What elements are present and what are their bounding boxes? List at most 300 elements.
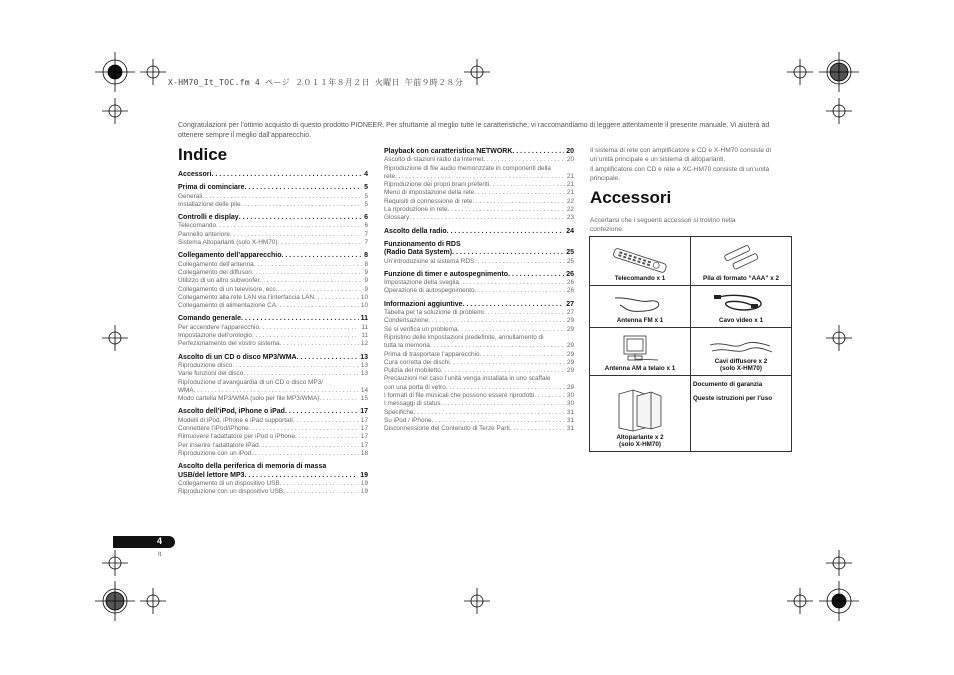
toc-entry-label: Pannello anteriore (178, 230, 230, 238)
crop-target-icon (102, 325, 128, 351)
leader-dots (319, 395, 359, 403)
leader-dots (245, 472, 359, 480)
toc-entry[interactable] (384, 258, 574, 266)
toc-entry-label: Ascolto di stazioni radio da Internet (384, 156, 484, 164)
leader-dots (230, 231, 363, 239)
toc-entry[interactable] (384, 392, 574, 400)
toc-page-number: 7 (364, 230, 368, 238)
toc-entry[interactable] (384, 400, 574, 408)
toc-section-label: Ascolto della radio (384, 227, 447, 235)
leader-dots (280, 480, 359, 488)
crop-target-icon (102, 550, 128, 576)
accessory-speaker-cables (691, 328, 792, 376)
accessori-title: Accessori (590, 188, 672, 207)
toc-page-number: 11 (360, 315, 368, 323)
toc-page-number: 29 (566, 317, 574, 325)
toc-page-number: 29 (566, 383, 574, 391)
toc-entry-label: Rimuovere l’adattatore per iPod o iPhone (178, 433, 295, 441)
leader-dots (277, 286, 362, 294)
toc-entry[interactable] (178, 387, 368, 395)
toc-entry-label: Collegamento dell’antenna (178, 260, 254, 268)
toc-section-label: Playback con caratteristica NETWORK (384, 148, 513, 155)
toc-page-number: 9 (364, 268, 368, 276)
toc-entry[interactable] (178, 450, 368, 458)
toc-entry-label: Su iPod / iPhone (384, 416, 432, 424)
accessory-speakers-label-1: Altoparlante x 2 (616, 434, 664, 441)
toc-section[interactable] (178, 184, 368, 192)
toc-page-number: 23 (566, 214, 574, 222)
leader-dots (475, 287, 565, 295)
toc-entry[interactable] (384, 359, 574, 367)
toc-entry[interactable] (178, 370, 368, 378)
toc-entry-label: Prima di trasportare l’apparecchio (384, 350, 480, 358)
crop-target-icon (140, 588, 166, 614)
accessory-batteries (691, 237, 792, 286)
video-cable-icon (711, 291, 771, 315)
leader-dots (277, 239, 362, 247)
toc-page-number: 31 (566, 408, 574, 416)
toc-page-number: 12 (360, 340, 368, 348)
toc-entry-label: Generali (178, 192, 203, 200)
toc-page-number: 25 (566, 257, 574, 265)
toc-entry[interactable] (384, 214, 574, 222)
toc-section[interactable] (384, 249, 574, 257)
toc-entry[interactable] (178, 480, 368, 488)
toc-column-2 (384, 148, 574, 434)
toc-entry[interactable] (384, 326, 574, 334)
leader-dots (249, 425, 359, 433)
leader-dots (211, 171, 362, 179)
toc-entry-line: Ripristino delle impostazioni predefinite, annullamento di (384, 333, 544, 341)
toc-section-label: Funzione di timer e autospegnimento (384, 270, 509, 278)
toc-section-label: Ascolto dell’iPod, iPhone o iPad (178, 408, 285, 416)
accessory-am-label: Antenna AM a telaio x 1 (604, 365, 676, 372)
toc-entry[interactable] (384, 384, 574, 392)
toc-page-number: 10 (360, 302, 368, 310)
leader-dots (508, 271, 564, 279)
toc-section-label: Collegamento dell’apparecchio (178, 252, 282, 260)
toc-page-number: 26 (566, 279, 574, 287)
toc-entry-label: Modelli di iPod, iPhone e iPad supportati (178, 416, 293, 424)
toc-page-number: 9 (364, 285, 368, 293)
toc-page-number: 17 (360, 425, 368, 433)
leader-dots (484, 309, 565, 317)
leader-dots (463, 301, 565, 309)
leader-dots (458, 326, 565, 334)
toc-entry-label: Riproduzione con un iPod (178, 449, 252, 457)
toc-page-number: 13 (360, 361, 368, 369)
accessory-remote (590, 237, 691, 286)
toc-entry[interactable] (178, 433, 368, 441)
toc-page-number: 29 (566, 350, 574, 358)
toc-entry-label: Cura corretta dei dischi (384, 358, 450, 366)
toc-entry-label: Riproduzione dei propri brani preferiti (384, 181, 490, 189)
toc-entry-line: Precauzioni nel caso l’unità venga installata in uno scaffale (384, 375, 551, 383)
toc-page-number: 22 (566, 206, 574, 214)
crop-mark-icon (819, 581, 859, 621)
leader-dots (452, 249, 564, 257)
crop-target-icon (140, 59, 166, 85)
leader-dots (414, 409, 565, 417)
crop-mark-icon (95, 581, 135, 621)
leader-dots (489, 181, 565, 189)
fm-antenna-icon (610, 293, 670, 315)
toc-entry-label: Installazione delle pile (178, 200, 241, 208)
toc-entry[interactable] (384, 367, 574, 375)
leader-dots (480, 351, 565, 359)
toc-entry-line: Riproduzione di file audio memorizzate in componenti della (384, 164, 551, 172)
toc-page-number: 6 (364, 214, 368, 222)
leader-dots (243, 370, 359, 378)
leader-dots (252, 332, 359, 340)
toc-section[interactable] (178, 472, 368, 480)
toc-section[interactable] (178, 214, 368, 222)
toc-entry-label: Disconnessione del Contenuto di Terze Parti (384, 425, 510, 433)
leader-dots (512, 148, 564, 156)
toc-entry-label: rete (384, 172, 396, 180)
page-tab (113, 536, 175, 548)
toc-entry-label: La riproduzione in rete (384, 206, 448, 214)
am-loop-antenna-icon (618, 333, 662, 363)
toc-entry[interactable] (384, 173, 574, 181)
remote-control-icon (610, 247, 670, 273)
toc-page-number: 10 (360, 293, 368, 301)
battery-icon (721, 245, 761, 273)
leader-dots (241, 315, 359, 323)
toc-entry[interactable] (384, 287, 574, 295)
toc-entry-label: Collegamento alla rete LAN via l’interfaccia LAN (178, 293, 315, 301)
toc-entry-label: Glossary (384, 214, 410, 222)
toc-entry[interactable] (178, 239, 368, 247)
toc-page-number: 29 (566, 358, 574, 366)
accessory-manual-label: Queste istruzioni per l’uso (693, 395, 773, 402)
toc-entry-label: Collegamento di un televisore, ecc. (178, 285, 278, 293)
toc-page-number: 7 (364, 239, 368, 247)
toc-page-number: 30 (566, 400, 574, 408)
toc-page-number: 25 (566, 249, 574, 257)
leader-dots (259, 324, 359, 332)
leader-dots (459, 279, 565, 287)
leader-dots (251, 450, 359, 458)
toc-entry-label: Impostazione della sveglia (384, 279, 459, 287)
toc-page-number: 13 (360, 353, 368, 361)
toc-page-number: 26 (566, 270, 574, 278)
toc-section-title: Funzionamento di RDS (384, 240, 461, 248)
toc-entry[interactable] (384, 342, 574, 350)
leader-dots (202, 193, 362, 201)
toc-entry-label: I formati di file musicali che possono essere riprodotti (384, 392, 535, 400)
leader-dots (285, 408, 358, 416)
toc-column-1 (178, 171, 368, 496)
crop-target-icon (464, 59, 490, 85)
intro-paragraph: Congratulazioni per l’ottimo acquisto di questo prodotto PIONEER. Per sfruttarne al meglio tutte le caratteristiche, vi raccomandiamo di leggere attentamente il presente manuale. Vi aiuterà ad ottenere sempre il meglio dall’apparecchio. (178, 122, 770, 139)
leader-dots (281, 252, 362, 260)
toc-entry[interactable] (384, 279, 574, 287)
toc-entry[interactable] (178, 231, 368, 239)
speaker-icon (615, 388, 665, 432)
toc-entry-label: Se si verifica un problema (384, 325, 458, 333)
toc-section-label: Informazioni aggiuntive (384, 300, 463, 308)
toc-entry-label: Requisiti di connessione di rete (384, 197, 473, 205)
toc-entry-label: Menù di impostazione della rete (384, 189, 475, 197)
toc-entry[interactable] (178, 294, 368, 302)
toc-entry[interactable] (384, 198, 574, 206)
toc-entry-label: tutta la memoria (384, 342, 430, 350)
leader-dots (534, 392, 565, 400)
leader-dots (428, 317, 564, 325)
toc-entry[interactable] (384, 351, 574, 359)
leader-dots (232, 362, 359, 370)
toc-page-number: 17 (360, 441, 368, 449)
leader-dots (254, 261, 363, 269)
leader-dots (409, 214, 565, 222)
leader-dots (241, 201, 363, 209)
toc-page-number: 27 (566, 309, 574, 317)
toc-entry[interactable] (178, 442, 368, 450)
toc-page-number: 21 (566, 189, 574, 197)
toc-section-label: Controlli e display (178, 214, 239, 222)
leader-dots (440, 400, 564, 408)
toc-entry-label: Un’introduzione al sistema RDS (384, 257, 475, 265)
toc-entry-label: Pulizia del mobiletto (384, 367, 441, 375)
toc-entry-label: Operazione di autospegnimento (384, 287, 475, 295)
leader-dots (432, 417, 565, 425)
toc-section-label: Accessori (178, 171, 212, 178)
accessory-am-antenna (590, 328, 691, 376)
leader-dots (447, 228, 565, 236)
toc-entry[interactable] (384, 181, 574, 189)
toc-section[interactable] (178, 252, 368, 260)
accessory-fm-antenna (590, 286, 691, 328)
toc-page-number: 19 (360, 488, 368, 496)
toc-entry[interactable] (384, 417, 574, 425)
speaker-cable-icon (706, 340, 776, 356)
toc-page-number: 5 (364, 192, 368, 200)
toc-page-number: 5 (364, 184, 368, 192)
crop-target-icon (826, 98, 852, 124)
accessory-speakers-label-2: (solo X-HM70) (619, 441, 661, 448)
crop-target-icon (787, 59, 813, 85)
toc-entry[interactable] (384, 156, 574, 164)
toc-entry-label: Specifiche (384, 408, 414, 416)
toc-page-number: 24 (566, 227, 574, 235)
toc-page-number: 31 (566, 416, 574, 424)
toc-entry[interactable] (178, 425, 368, 433)
leader-dots (297, 354, 359, 362)
leader-dots (239, 214, 362, 222)
toc-entry-label: con una porta di vetro (384, 383, 446, 391)
accessories-table (589, 236, 792, 452)
toc-entry[interactable] (384, 425, 574, 433)
toc-entry-label: Collegamento di un dispositivo USB (178, 479, 280, 487)
toc-entry-label: Condensazione (384, 317, 429, 325)
leader-dots (474, 258, 565, 266)
accessory-documents (691, 376, 792, 452)
accessory-speaker-cables-label-2: (solo X-HM70) (720, 365, 762, 372)
toc-entry-label: Telecomando (178, 222, 217, 230)
system-description-2: Il amplificatore con CD e rete e XC-HM70 consiste di un’unità principale. (590, 166, 770, 182)
accessory-speaker-cables-label-1: Cavi diffusore x 2 (714, 358, 768, 365)
crop-target-icon (826, 550, 852, 576)
toc-entry[interactable] (178, 222, 368, 230)
leader-dots (276, 302, 359, 310)
toc-entry-label: Sistema Altoparlanti (solo X-HM70) (178, 239, 278, 247)
accessory-speakers (590, 376, 691, 452)
toc-page-number: 15 (360, 395, 368, 403)
page-number: 4 (157, 536, 163, 546)
toc-page-number: 11 (361, 323, 368, 331)
toc-page-number: 18 (360, 449, 368, 457)
toc-section[interactable] (178, 315, 368, 323)
leader-dots (474, 189, 565, 197)
toc-entry[interactable] (384, 189, 574, 197)
toc-entry-line: Riproduzione d’avanguardia di un CD o disco MP3/ (178, 378, 323, 386)
toc-entry-label: Connettere l’iPod/iPhone (178, 425, 249, 433)
toc-section-label: Comando generale (178, 315, 242, 323)
crop-target-icon (102, 98, 128, 124)
leader-dots (446, 384, 565, 392)
toc-page-number: 17 (360, 433, 368, 441)
toc-page-number: 29 (566, 342, 574, 350)
toc-entry[interactable] (384, 206, 574, 214)
toc-entry-label: Perfezionamento del vostro sistema (178, 340, 280, 348)
toc-page-number: 27 (566, 300, 574, 308)
toc-entry[interactable] (178, 193, 368, 201)
toc-page-number: 31 (566, 425, 574, 433)
toc-entry-label: Collegamento dei diffusori (178, 268, 252, 276)
accessory-batteries-label: Pila di formato “AAA” x 2 (703, 275, 779, 282)
toc-page-number: 8 (364, 260, 368, 268)
toc-entry[interactable] (178, 277, 368, 285)
leader-dots (245, 184, 363, 192)
toc-section-title: Ascolto della periferica di memoria di massa (178, 463, 327, 471)
language-code: It (158, 552, 162, 558)
toc-section[interactable] (178, 354, 368, 362)
toc-entry[interactable] (178, 302, 368, 310)
system-description (590, 147, 790, 183)
toc-entry[interactable] (384, 317, 574, 325)
toc-page-number: 29 (566, 367, 574, 375)
crop-target-icon (787, 588, 813, 614)
index-title: Indice (178, 145, 228, 164)
toc-page-number: 17 (360, 416, 368, 424)
leader-dots (314, 294, 359, 302)
toc-page-number: 19 (360, 479, 368, 487)
toc-page-number: 4 (364, 171, 368, 178)
leader-dots (216, 222, 362, 230)
toc-entry-label: Collegamento di alimentazione CA (178, 302, 277, 310)
leader-dots (510, 425, 565, 433)
toc-page-number: 20 (566, 156, 574, 164)
toc-section[interactable] (384, 228, 574, 236)
leader-dots (293, 417, 359, 425)
toc-page-number: 13 (360, 370, 368, 378)
leader-dots (441, 367, 565, 375)
toc-entry-label: Per accendere l’apparecchio (178, 323, 259, 331)
accessory-warranty-label: Documento di garanzia (693, 381, 763, 388)
crop-mark-icon (95, 52, 135, 92)
toc-entry-label: Riproduzione con un dispositivo USB (178, 488, 284, 496)
toc-page-number: 22 (566, 197, 574, 205)
toc-entry[interactable] (178, 332, 368, 340)
toc-section-label: (Radio Data System) (384, 249, 453, 257)
toc-section-label: Prima di cominciare (178, 184, 245, 192)
toc-section[interactable] (178, 171, 368, 179)
toc-entry[interactable] (384, 409, 574, 417)
leader-dots (395, 173, 565, 181)
toc-entry[interactable] (178, 362, 368, 370)
toc-page-number: 17 (360, 408, 368, 416)
toc-page-number: 5 (364, 200, 368, 208)
toc-page-number: 21 (566, 172, 574, 180)
toc-entry[interactable] (178, 261, 368, 269)
toc-page-number: 26 (566, 287, 574, 295)
system-description-1: Il sistema di rete con amplificatore e CD e X-HM70 consiste di un’unità principale e un sistema di altoparlanti. (590, 147, 772, 163)
toc-entry-label: WMA (178, 386, 194, 394)
toc-page-number: 21 (566, 181, 574, 189)
crop-mark-icon (819, 52, 859, 92)
accessory-video-cable (691, 286, 792, 328)
toc-page-number: 19 (360, 471, 368, 479)
toc-page-number: 9 (364, 277, 368, 285)
toc-section-label: USB/del lettore MP3 (178, 471, 245, 479)
leader-dots (280, 340, 359, 348)
toc-page-number: 30 (566, 392, 574, 400)
toc-entry[interactable] (178, 417, 368, 425)
toc-entry-label: Varie funzioni del disco (178, 370, 244, 378)
toc-section[interactable] (384, 148, 574, 156)
toc-entry[interactable] (178, 201, 368, 209)
toc-entry-label: Per inserire l’adattatore iPad (178, 441, 259, 449)
toc-entry-label: Tabella per la soluzione di problemi (384, 309, 484, 317)
toc-entry[interactable] (178, 269, 368, 277)
leader-dots (430, 342, 565, 350)
crop-target-icon (464, 588, 490, 614)
toc-entry-label: Modo cartella MP3/WMA (solo per file MP3/WMA) (178, 395, 320, 403)
crop-target-icon (826, 325, 852, 351)
toc-entry-label: Impostazione dell’orologio (178, 332, 252, 340)
toc-entry[interactable] (178, 286, 368, 294)
toc-page-number: 29 (566, 325, 574, 333)
toc-entry-label: Utilizzo di un altro subwoofer (178, 277, 260, 285)
leader-dots (252, 269, 363, 277)
toc-entry-label: I messaggi di status (384, 400, 441, 408)
leader-dots (483, 156, 564, 164)
leader-dots (283, 488, 359, 496)
leader-dots (194, 387, 359, 395)
toc-section[interactable] (178, 408, 368, 416)
toc-section[interactable] (384, 271, 574, 279)
toc-page-number: 20 (566, 148, 574, 155)
toc-entry[interactable] (178, 488, 368, 496)
accessori-intro: Accertarsi che i seguenti accessori si trovino nella confezione. (590, 217, 736, 233)
toc-entry[interactable] (178, 324, 368, 332)
accessory-remote-label: Telecomando x 1 (614, 275, 666, 282)
toc-page-number: 11 (361, 332, 368, 340)
toc-entry[interactable] (178, 340, 368, 348)
toc-page-number: 14 (360, 386, 368, 394)
leader-dots (259, 442, 359, 450)
leader-dots (295, 433, 359, 441)
toc-entry-label: Riproduzione disco (178, 361, 233, 369)
toc-section[interactable] (384, 301, 574, 309)
accessory-fm-label: Antenna FM x 1 (616, 317, 664, 324)
toc-entry[interactable] (178, 395, 368, 403)
leader-dots (260, 277, 363, 285)
leader-dots (448, 206, 565, 214)
file-header-note: X-HM70_It_TOC.fm 4 ページ ２０１１年８月２日 火曜日 午前９時２８分 (168, 78, 463, 87)
toc-entry[interactable] (384, 309, 574, 317)
